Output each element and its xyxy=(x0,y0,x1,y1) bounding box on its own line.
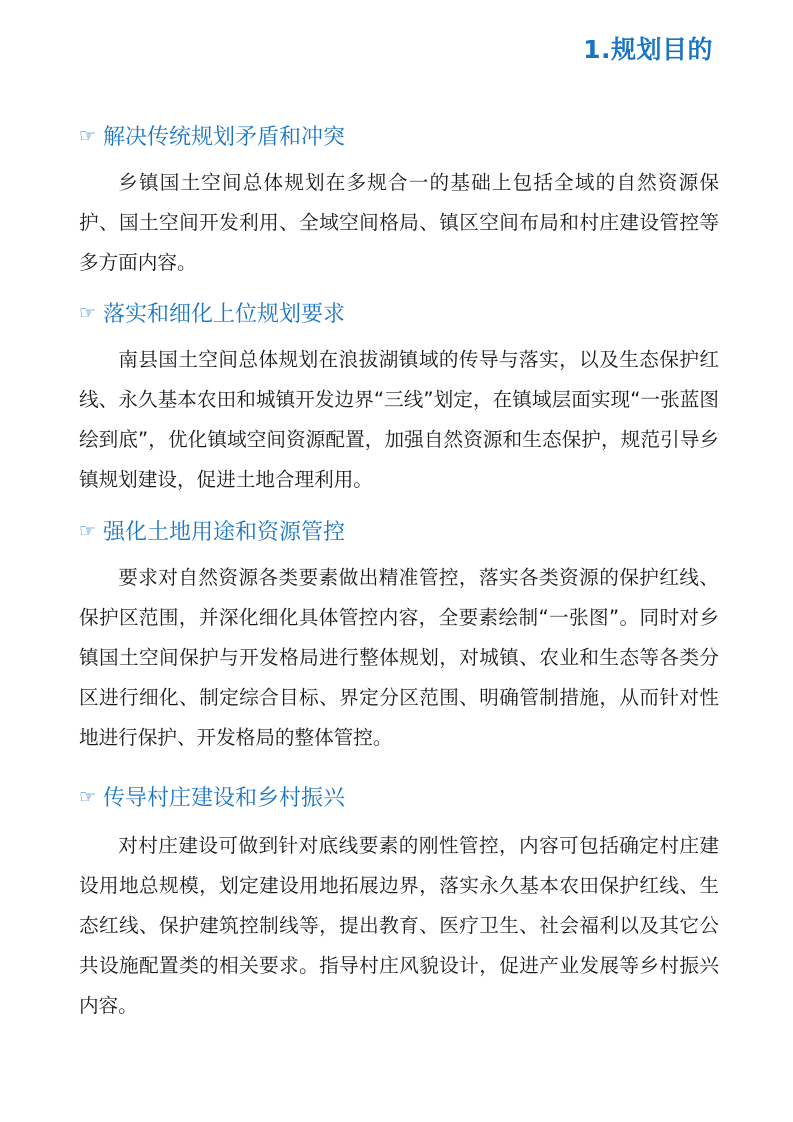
section-goal-4 xyxy=(79,778,719,1026)
section-heading-text: 落实和细化上位规划要求 xyxy=(103,301,346,327)
section-heading-text: 传导村庄建设和乡村振兴 xyxy=(103,785,346,811)
section-heading xyxy=(79,778,719,814)
section-goal-1 xyxy=(79,117,719,283)
section-heading xyxy=(79,117,719,153)
page-title: 1.规划目的 xyxy=(583,35,713,64)
section-paragraph: 要求对自然资源各类要素做出精准管控，落实各类资源的保护红线、保护区范围，并深化细化具体管控内容，全要素绘制“一张图”。同时对乡镇国土空间保护与开发格局进行整体规划，对城镇、农业和生态等各类分区进行细化、制定综合目标、界定分区范围、明确管制措施，从而针对性地进行保护、开发格局的整体管控。 xyxy=(79,566,719,749)
pointing-hand-icon: ☞ xyxy=(79,785,97,808)
section-paragraph: 对村庄建设可做到针对底线要素的刚性管控，内容可包括确定村庄建设用地总规模，划定建设用地拓展边界，落实永久基本农田保护红线、生态红线、保护建筑控制线等，提出教育、医疗卫生、社会福利以及其它公共设施配置类的相关要求。指导村庄风貌设计，促进产业发展等乡村振兴内容。 xyxy=(79,834,719,1017)
section-heading xyxy=(79,294,719,330)
section-goal-2 xyxy=(79,294,719,500)
section-heading-text: 解决传统规划矛盾和冲突 xyxy=(103,124,346,150)
pointing-hand-icon: ☞ xyxy=(79,124,97,147)
section-goal-3 xyxy=(79,512,719,758)
section-heading xyxy=(79,512,719,548)
section-paragraph: 南县国土空间总体规划在浪拔湖镇域的传导与落实，以及生态保护红线、永久基本农田和城镇开发边界“三线”划定，在镇域层面实现“一张蓝图绘到底”，优化镇域空间资源配置，加强自然资源和生态保护，规范引导乡镇规划建设，促进土地合理利用。 xyxy=(79,348,719,491)
pointing-hand-icon: ☞ xyxy=(79,301,97,324)
document-body xyxy=(79,117,719,1026)
section-paragraph: 乡镇国土空间总体规划在多规合一的基础上包括全域的自然资源保护、国土空间开发利用、全域空间格局、镇区空间布局和村庄建设管控等多方面内容。 xyxy=(79,171,719,274)
section-heading-text: 强化土地用途和资源管控 xyxy=(103,519,346,545)
pointing-hand-icon: ☞ xyxy=(79,519,97,542)
